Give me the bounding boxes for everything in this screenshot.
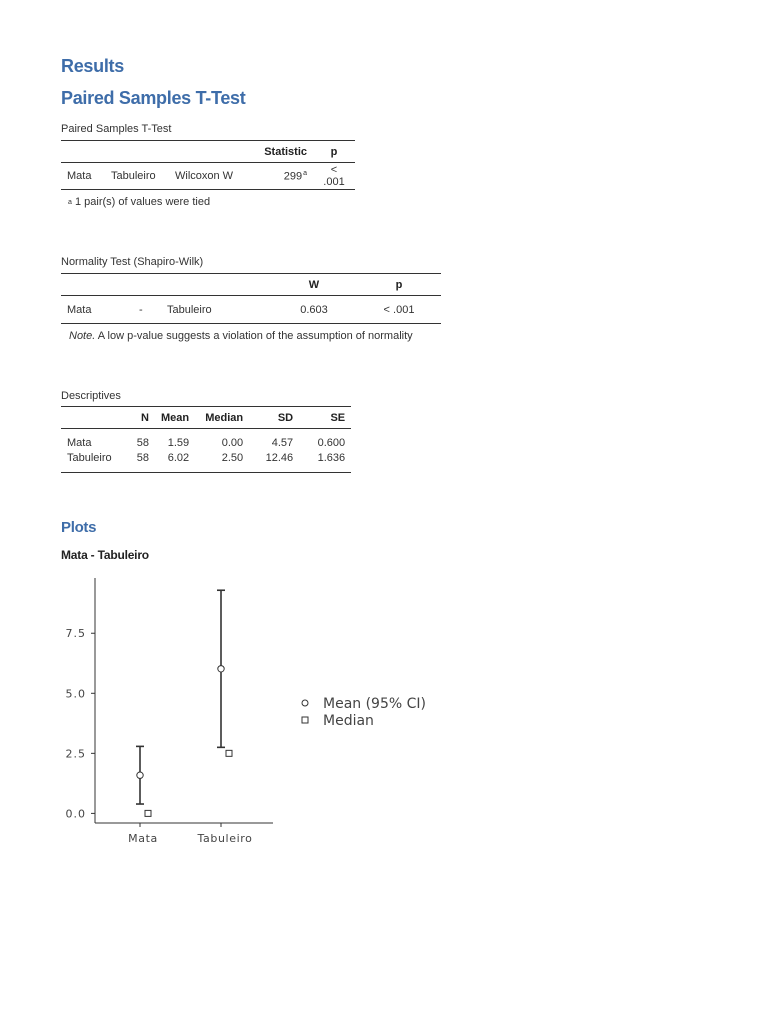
- ttest-table: [61, 140, 355, 190]
- name-cell: Tabuleiro: [67, 452, 112, 465]
- normality-note: [69, 330, 413, 342]
- var1-cell: Mata: [67, 170, 92, 182]
- footnote-marker: a: [303, 169, 307, 177]
- normality-header-row: [61, 274, 441, 296]
- footnote-text: 1 pair(s) of values were tied: [74, 196, 211, 208]
- plots-heading: Plots: [61, 519, 97, 536]
- n-cell: 58: [136, 436, 149, 449]
- note-text: A low p-value suggests a violation of the assumption of normality: [97, 330, 413, 342]
- table-row: [61, 451, 351, 473]
- median-point: [145, 810, 151, 816]
- var1-cell: Mata: [67, 303, 92, 316]
- statistic-value: 299: [283, 170, 303, 183]
- n-header: N: [141, 411, 149, 424]
- plot-axes: [66, 578, 274, 845]
- descriptives-plot: [0, 570, 460, 860]
- sd-header: SD: [277, 411, 294, 424]
- plot-legend: [302, 696, 426, 729]
- p-cell: < .001: [323, 164, 345, 188]
- footnote-marker: a: [68, 199, 72, 206]
- mean-cell: 1.59: [167, 436, 190, 449]
- y-tick-label: 7.5: [65, 627, 86, 641]
- plot-title: Mata - Tabuleiro: [61, 548, 149, 562]
- legend-median-symbol: [302, 717, 308, 723]
- plot-marks: [136, 590, 232, 816]
- table-row: [61, 296, 441, 324]
- p-header: p: [395, 278, 403, 291]
- median-cell: 2.50: [221, 452, 244, 465]
- normality-table: [61, 273, 441, 324]
- median-cell: 0.00: [221, 436, 244, 449]
- descriptives-header-row: [61, 407, 351, 429]
- se-cell: 0.600: [317, 436, 346, 449]
- x-tick-label: Mata: [128, 832, 158, 845]
- mean-header: Mean: [161, 411, 190, 424]
- y-tick-label: 0.0: [65, 807, 86, 821]
- legend-mean-label: Mean (95% CI): [323, 696, 426, 712]
- mean-cell: 6.02: [167, 452, 190, 465]
- statistic-cell: [255, 163, 313, 190]
- descriptives-caption: Descriptives: [61, 390, 121, 402]
- statistic-header: Statistic: [264, 145, 307, 158]
- w-header: W: [308, 278, 320, 291]
- median-point: [226, 750, 232, 756]
- se-cell: 1.636: [317, 452, 346, 465]
- mean-point: [218, 666, 224, 672]
- var2-cell: Tabuleiro: [167, 303, 212, 316]
- se-header: SE: [330, 411, 346, 424]
- n-cell: 58: [136, 452, 149, 465]
- p-cell: < .001: [383, 303, 415, 316]
- mean-point: [137, 772, 143, 778]
- table-row: [61, 163, 355, 190]
- name-cell: Mata: [67, 436, 92, 449]
- table-row: [61, 429, 351, 451]
- test-cell: Wilcoxon W: [175, 170, 234, 182]
- y-tick-label: 2.5: [65, 747, 86, 761]
- results-heading: Results: [61, 56, 124, 76]
- note-label: Note.: [69, 330, 96, 342]
- ttest-header-row: [61, 141, 355, 163]
- normality-caption: Normality Test (Shapiro-Wilk): [61, 256, 204, 268]
- w-cell: 0.603: [300, 303, 328, 316]
- legend-median-label: Median: [323, 713, 374, 729]
- descriptives-table: [61, 406, 351, 473]
- x-tick-label: Tabuleiro: [197, 832, 253, 845]
- legend-mean-symbol: [302, 700, 308, 706]
- sd-cell: 4.57: [271, 436, 294, 449]
- median-header: Median: [205, 411, 244, 424]
- ttest-footnote: [67, 196, 210, 208]
- var2-cell: Tabuleiro: [111, 170, 156, 182]
- analysis-title: Paired Samples T-Test: [61, 88, 246, 108]
- ttest-caption: Paired Samples T-Test: [61, 123, 172, 135]
- y-tick-label: 5.0: [65, 687, 86, 701]
- p-header: p: [330, 145, 338, 158]
- dash-cell: -: [139, 303, 143, 316]
- sd-cell: 12.46: [265, 452, 294, 465]
